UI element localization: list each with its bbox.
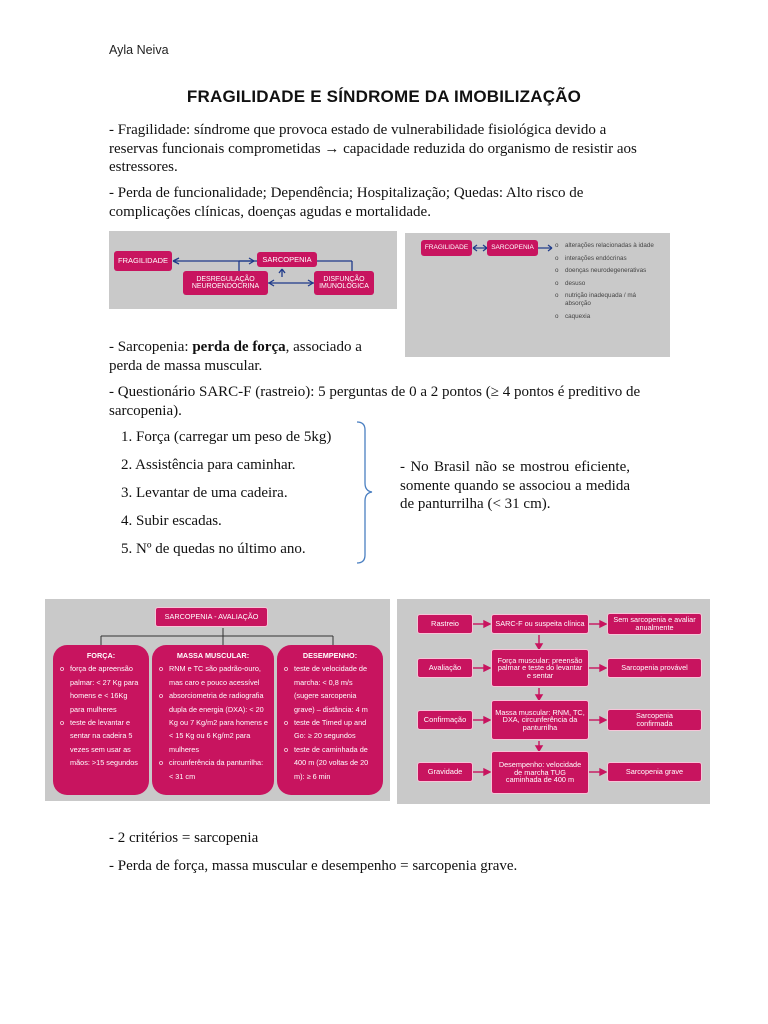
box-desregulacao-neuroendocrina: DESREGULAÇÃO NEUROENDÓCRINA <box>183 271 268 295</box>
brazil-note: - No Brasil não se mostrou eficiente, somente quando se associou a medida de panturrilha (< 31 cm). <box>400 459 630 512</box>
flow-label-gravidade: Gravidade <box>417 762 473 782</box>
card-item: o teste de caminhada de 400 m (20 voltas de 20 m): ≥ 6 min <box>294 743 377 783</box>
slide-sarcopenia-flow <box>397 599 710 804</box>
card-forca <box>53 645 149 795</box>
card-item: o RNM e TC são padrão-ouro, mas caro e pouco acessível <box>169 662 268 689</box>
cause-item: o interações endócrinas <box>565 255 658 263</box>
card-item: o força de apreensão palmar: < 27 Kg para homens e < 16Kg para mulheres <box>70 662 143 716</box>
cause-item: o caquexia <box>565 313 658 321</box>
flow-label-avaliacao: Avaliação <box>417 658 473 678</box>
flow-mid-avaliacao: Força muscular: preensão palmar e teste do levantar e sentar <box>491 649 589 687</box>
author-name: Ayla Neiva <box>109 43 169 57</box>
sarcf-item: 4. Subir escadas. <box>121 513 222 529</box>
flow-mid-gravidade: Desempenho: velocidade de marcha TUG caminhada de 400 m <box>491 751 589 794</box>
slide-sarcopenia-avaliacao <box>45 599 390 801</box>
page-title: FRAGILIDADE E SÍNDROME DA IMOBILIZAÇÃO <box>186 87 582 106</box>
card-massa-heading: MASSA MUSCULAR: <box>176 651 250 660</box>
box-fragilidade-2: FRAGILIDADE <box>421 240 472 256</box>
card-item: o circunferência da panturrilha: < 31 cm <box>169 756 268 783</box>
paragraph-criterios: - 2 critérios = sarcopenia <box>109 830 259 846</box>
flow-mid-rastreio: SARC-F ou suspeita clínica <box>491 614 589 634</box>
box-fragilidade: FRAGILIDADE <box>114 251 172 271</box>
sarcopenia-text-pre: - Sarcopenia: <box>109 339 193 355</box>
card-item: o teste de velocidade de marcha: < 0,8 m/s (sugere sarcopenia grave) – distância: 4 m <box>294 662 377 716</box>
cause-item: o nutrição inadequada / má absorção <box>565 292 658 307</box>
causes-list <box>553 242 658 320</box>
sarcf-item: 3. Levantar de uma cadeira. <box>121 485 288 501</box>
cause-item: o alterações relacionadas à idade <box>565 242 658 250</box>
flow-label-confirmacao: Confirmação <box>417 710 473 730</box>
sarcopenia-text-post: , associado a perda de massa muscular. <box>109 339 362 374</box>
paragraph-sarc-f: - Questionário SARC-F (rastreio): 5 perguntas de 0 a 2 pontos (≥ 4 pontos é preditivo de sarcopenia). <box>109 384 641 419</box>
curly-brace <box>355 420 375 565</box>
flow-result-avaliacao: Sarcopenia provável <box>607 658 702 678</box>
slide-fragilidade-diagram <box>109 231 397 309</box>
box-sarcopenia-2: SARCOPENIA <box>487 240 538 256</box>
sarcopenia-text-bold: perda de força <box>192 339 286 355</box>
card-forca-heading: FORÇA: <box>86 651 116 660</box>
flow-mid-confirmacao: Massa muscular: RNM, TC, DXA, circunferência da panturrilha <box>491 700 589 740</box>
paragraph-fragilidade: - Fragilidade: síndrome que provoca estado de vulnerabilidade fisiológica devido a reservas funcionais comprometidas → capacidade reduzida do organismo de resistir aos estressores. <box>109 122 637 175</box>
paragraph-perda-funcionalidade: - Perda de funcionalidade; Dependência; Hospitalização; Quedas: Alto risco de complicações clínicas, doenças agudas e mortalidade. <box>109 185 584 220</box>
box-sarcopenia: SARCOPENIA <box>257 252 317 267</box>
box-avaliacao-title: SARCOPENIA - AVALIAÇÃO <box>155 607 268 627</box>
flow-label-rastreio: Rastreio <box>417 614 473 634</box>
flow-result-gravidade: Sarcopenia grave <box>607 762 702 782</box>
cause-item: o desuso <box>565 280 658 288</box>
sarcf-item: 5. Nº de quedas no último ano. <box>121 541 306 557</box>
sarcf-item: 1. Força (carregar um peso de 5kg) <box>121 429 332 445</box>
flow-result-confirmacao: Sarcopenia confirmada <box>607 709 702 731</box>
sarcf-item: 2. Assistência para caminhar. <box>121 457 296 473</box>
card-massa-muscular <box>152 645 274 795</box>
card-desempenho-heading: DESEMPENHO: <box>302 651 358 660</box>
slide-sarcopenia-causes <box>405 233 670 357</box>
card-item: o teste de levantar e sentar na cadeira 5 vezes sem usar as mãos: >15 segundos <box>70 716 143 770</box>
card-item: o absorciometria de radiografia dupla de energia (DXA): < 20 Kg ou 7 Kg/m2 para homens e < 15 Kg ou 6 Kg/m2 para mulheres <box>169 689 268 756</box>
box-disfuncao-imunologica: DISFUNÇÃO IMUNOLÓGICA <box>314 271 374 295</box>
flow-result-rastreio: Sem sarcopenia e avaliar anualmente <box>607 613 702 635</box>
card-desempenho <box>277 645 383 795</box>
paragraph-sarcopenia-grave: - Perda de força, massa muscular e desempenho = sarcopenia grave. <box>109 858 518 874</box>
paragraph-sarcopenia <box>109 338 384 375</box>
cause-item: o doenças neurodegenerativas <box>565 267 658 275</box>
card-item: o teste de Timed up and Go: ≥ 20 segundos <box>294 716 377 743</box>
